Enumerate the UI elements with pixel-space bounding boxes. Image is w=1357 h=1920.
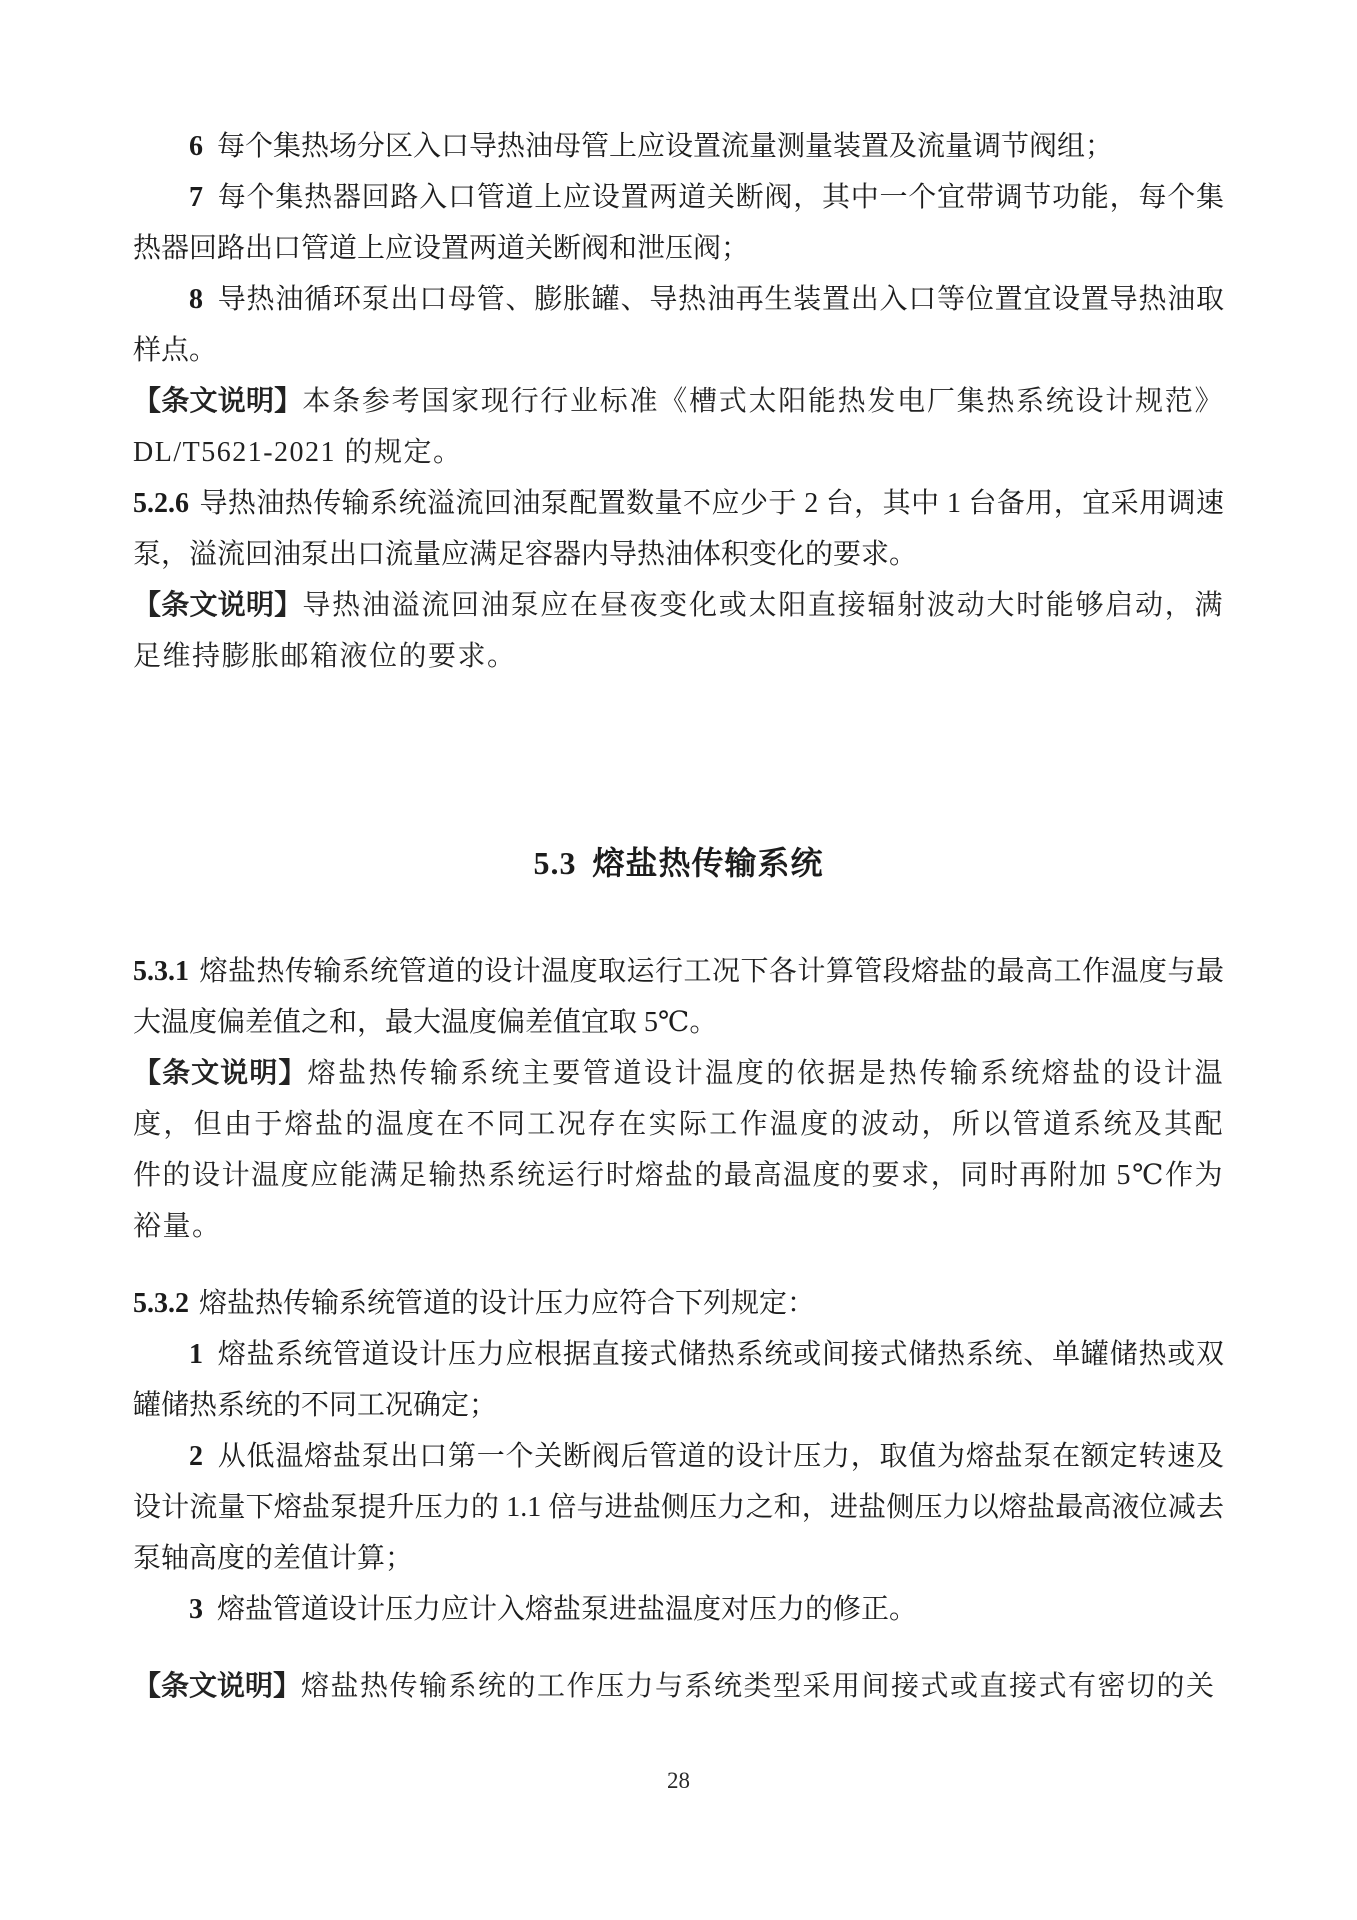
item-number: 7 xyxy=(189,182,203,213)
item-number: 3 xyxy=(189,1594,203,1625)
item-text: 熔盐系统管道设计压力应根据直接式储热系统或间接式储热系统、单罐储热或双罐储热系统的不同工况确定； xyxy=(133,1339,1224,1421)
clause-5-3-1 xyxy=(133,946,1224,1048)
item-text: 从低温熔盐泵出口第一个关断阀后管道的设计压力，取值为熔盐泵在额定转速及设计流量下熔盐泵提升压力的 1.1 倍与进盐侧压力之和，进盐侧压力以熔盐最高液位减去泵轴高度的差值计算； xyxy=(133,1441,1224,1574)
clause-number: 5.3.1 xyxy=(133,956,189,987)
commentary-text: 熔盐热传输系统的工作压力与系统类型采用间接式或直接式有密切的关 xyxy=(301,1671,1216,1702)
item-number: 2 xyxy=(189,1441,203,1472)
commentary-text: 导热油溢流回油泵应在昼夜变化或太阳直接辐射波动大时能够启动，满足维持膨胀邮箱液位的要求。 xyxy=(133,590,1224,672)
item-number: 6 xyxy=(189,131,203,162)
section-heading-title: 熔盐热传输系统 xyxy=(592,845,824,881)
commentary-paragraph xyxy=(133,580,1224,682)
clause-number: 5.2.6 xyxy=(133,488,189,519)
clause-item-1 xyxy=(133,1329,1224,1431)
section-heading-5-3 xyxy=(133,840,1224,886)
clause-text: 导热油热传输系统溢流回油泵配置数量不应少于 2 台，其中 1 台备用，宜采用调速泵，溢流回油泵出口流量应满足容器内导热油体积变化的要求。 xyxy=(133,488,1224,570)
clause-number: 5.3.2 xyxy=(133,1288,189,1319)
clause-5-2-6 xyxy=(133,478,1224,580)
commentary-label: 【条文说明】 xyxy=(133,1058,308,1089)
commentary-text: 本条参考国家现行行业标准《槽式太阳能热发电厂集热系统设计规范》DL/T5621-2021 的规定。 xyxy=(133,386,1224,468)
item-number: 1 xyxy=(189,1339,203,1370)
clause-item-7 xyxy=(133,172,1224,274)
item-text: 每个集热场分区入口导热油母管上应设置流量测量装置及流量调节阀组； xyxy=(217,131,1114,162)
section-heading-number: 5.3 xyxy=(533,845,577,881)
commentary-paragraph xyxy=(133,1661,1224,1712)
commentary-paragraph xyxy=(133,376,1224,478)
page-number: 28 xyxy=(667,1768,690,1793)
clause-item-8 xyxy=(133,274,1224,376)
commentary-label: 【条文说明】 xyxy=(133,1671,302,1702)
item-text: 导热油循环泵出口母管、膨胀罐、导热油再生装置出入口等位置宜设置导热油取样点。 xyxy=(133,284,1224,366)
item-number: 8 xyxy=(189,284,203,315)
clause-text: 熔盐热传输系统管道的设计压力应符合下列规定： xyxy=(199,1288,816,1319)
clause-5-3-2 xyxy=(133,1278,1224,1329)
commentary-paragraph xyxy=(133,1048,1224,1252)
commentary-label: 【条文说明】 xyxy=(133,590,303,621)
commentary-text: 熔盐热传输系统主要管道设计温度的依据是热传输系统熔盐的设计温度，但由于熔盐的温度在不同工况存在实际工作温度的波动，所以管道系统及其配件的设计温度应能满足输热系统运行时熔盐的最高温度的要求，同时再附加 5℃作为裕量。 xyxy=(133,1058,1224,1242)
item-text: 每个集热器回路入口管道上应设置两道关断阀，其中一个宜带调节功能，每个集热器回路出口管道上应设置两道关断阀和泄压阀； xyxy=(133,182,1224,264)
clause-text: 熔盐热传输系统管道的设计温度取运行工况下各计算管段熔盐的最高工作温度与最大温度偏差值之和，最大温度偏差值宜取 5℃。 xyxy=(133,956,1224,1038)
clause-item-2 xyxy=(133,1431,1224,1584)
commentary-label: 【条文说明】 xyxy=(133,386,303,417)
clause-item-3 xyxy=(133,1584,1224,1635)
item-text: 熔盐管道设计压力应计入熔盐泵进盐温度对压力的修正。 xyxy=(217,1594,918,1625)
clause-item-6 xyxy=(133,121,1224,172)
